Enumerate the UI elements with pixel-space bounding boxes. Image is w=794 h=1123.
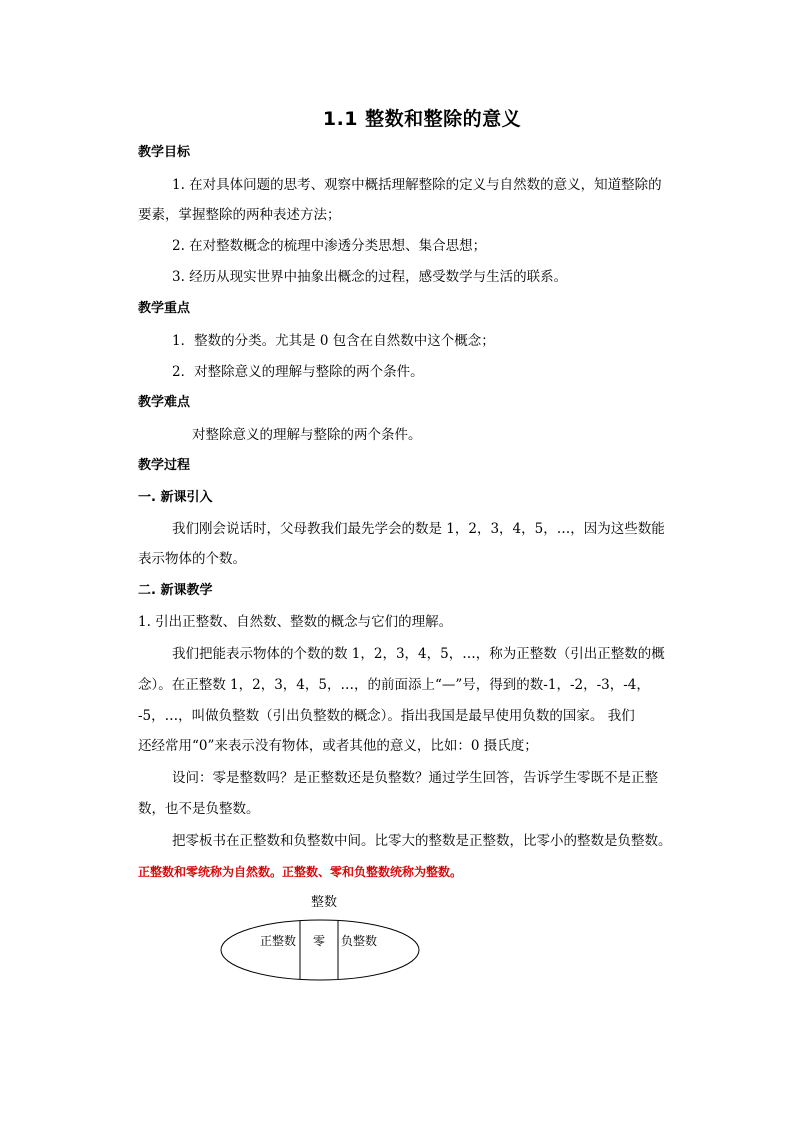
diagram-middle-label: 零: [312, 934, 326, 948]
goals-heading: 教学目标: [138, 145, 191, 160]
part2-line-7: 把零板书在正整数和负整数中间。比零大的整数是正整数，比零小的整数是负整数。: [172, 833, 672, 849]
diagram-right-label: 负整数: [340, 934, 378, 948]
goal-line-1: 1. 在对具体问题的思考、观察中概括理解整除的定义与自然数的意义，知道整除的: [172, 177, 662, 193]
page-title: 1.1 整数和整除的意义: [322, 108, 522, 130]
key-heading: 教学重点: [138, 301, 191, 316]
diagram-title: 整数: [310, 895, 338, 910]
part2-line-5: 设问：零是整数吗？是正整数还是负整数？通过学生回答，告诉学生零既不是正整: [172, 770, 658, 786]
part2-line-1: 我们把能表示物体的个数的数 1，2，3，4，5，…，称为正整数（引出正整数的概: [172, 646, 665, 662]
goal-line-3: 2. 在对整数概念的梳理中渗透分类思想、集合思想；: [172, 238, 487, 254]
integer-diagram-svg: [218, 890, 424, 986]
integer-diagram: [218, 890, 424, 986]
diagram-ellipse: [221, 920, 419, 980]
process-heading: 教学过程: [138, 458, 191, 473]
difficult-heading: 教学难点: [138, 395, 191, 410]
key-point-2: 2．对整除意义的理解与整除的两个条件。: [172, 364, 424, 380]
part2-line-2: 念）。在正整数 1，2，3，4，5，…，的前面添上“—”号，得到的数-1，-2，-3，-4，: [138, 677, 650, 693]
part2-line-3: -5，…，叫做负整数（引出负整数的概念）。指出我国是最早使用负数的国家。 我们: [138, 708, 635, 724]
part1-line-1: 我们刚会说话时，父母教我们最先学会的数是 1，2，3，4，5，…，因为这些数能: [172, 521, 665, 537]
part2-line-6: 数，也不是负整数。: [138, 801, 260, 817]
part2-heading: 二. 新课教学: [138, 583, 213, 598]
red-summary: 正整数和零统称为自然数。正整数、零和负整数统称为整数。: [138, 865, 463, 879]
difficult-point-1: 对整除意义的理解与整除的两个条件。: [192, 427, 422, 443]
part1-heading: 一. 新课引入: [138, 490, 213, 505]
goal-line-4: 3. 经历从现实世界中抽象出概念的过程，感受数学与生活的联系。: [172, 269, 568, 285]
part2-line-4: 还经常用“0”来表示没有物体，或者其他的意义，比如：0 摄氏度；: [138, 738, 538, 754]
diagram-left-label: 正整数: [259, 934, 297, 948]
goal-line-2: 要素，掌握整除的两种表述方法；: [138, 207, 341, 223]
part1-line-2: 表示物体的个数。: [138, 551, 246, 567]
part2-subheading: 1. 引出正整数、自然数、整数的概念与它们的理解。: [138, 614, 453, 630]
key-point-1: 1．整数的分类。尤其是 0 包含在自然数中这个概念；: [172, 333, 495, 349]
